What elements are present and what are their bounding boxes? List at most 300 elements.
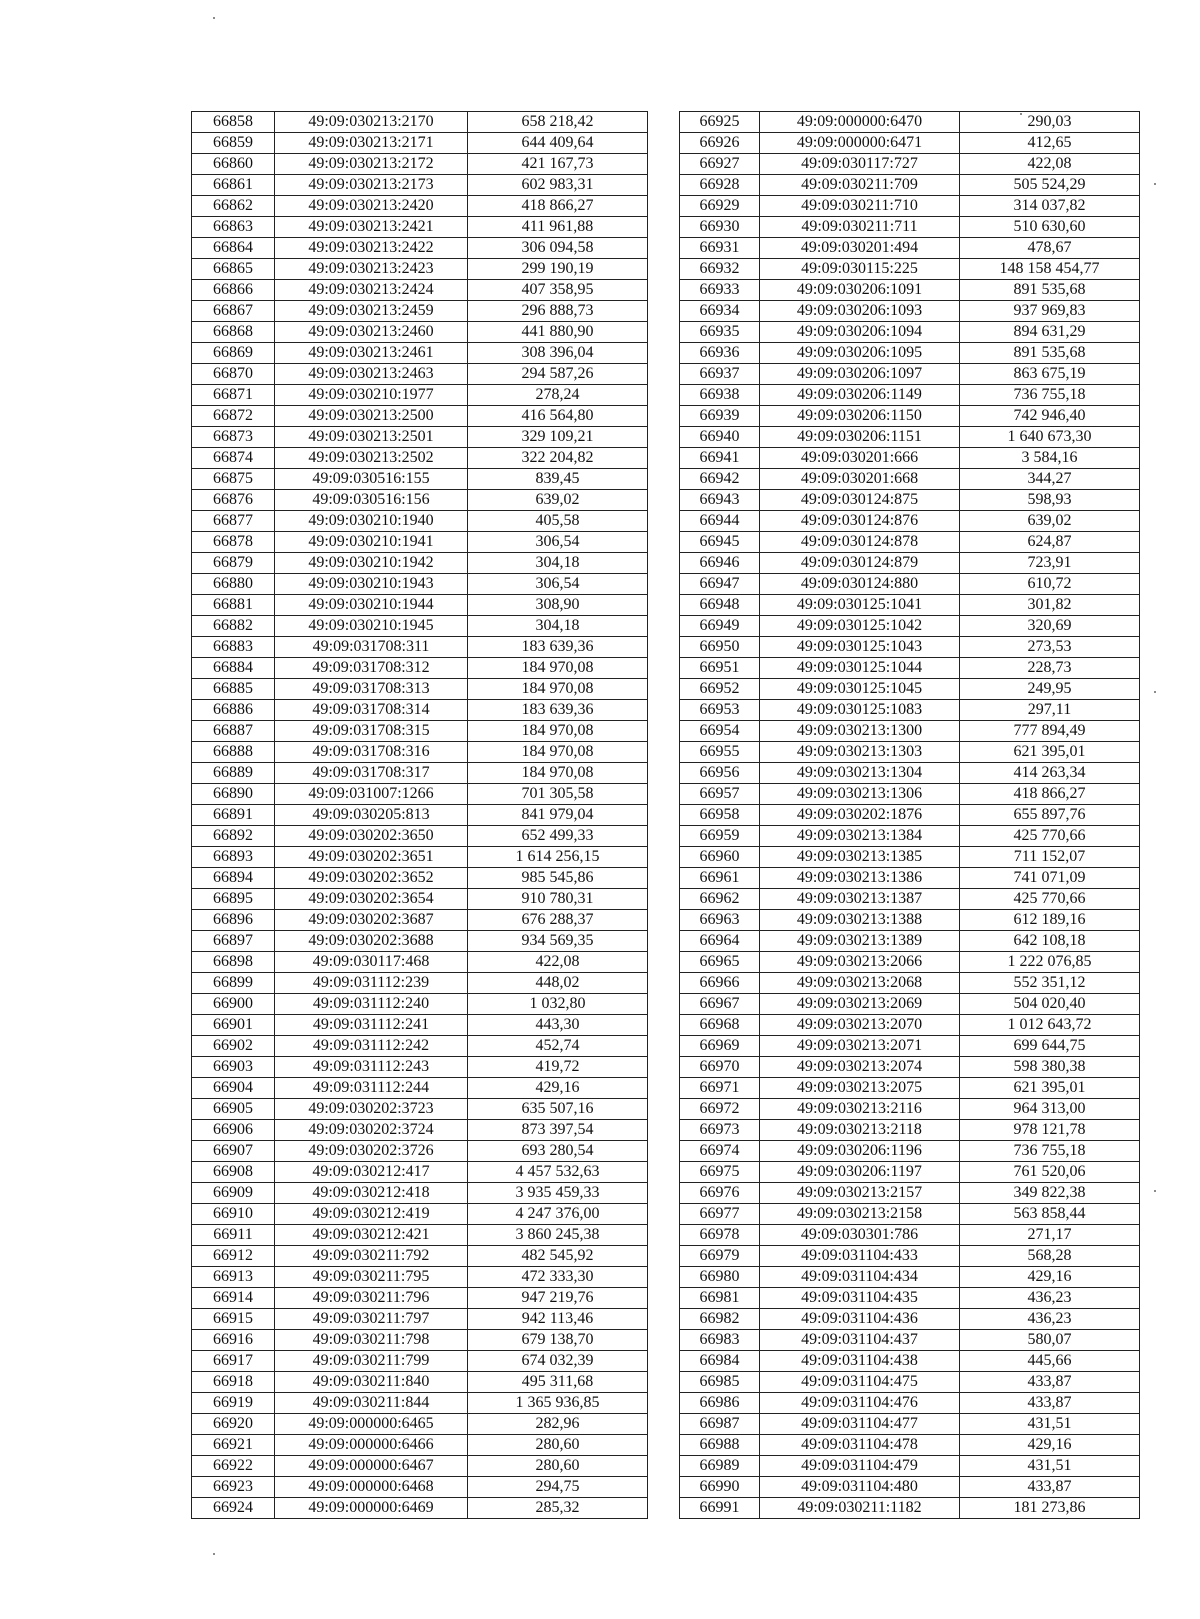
row-number-cell: 66962 xyxy=(680,889,760,910)
table-row xyxy=(680,1057,1140,1078)
value-cell: 644 409,64 xyxy=(468,133,648,154)
value-cell: 184 970,08 xyxy=(468,679,648,700)
row-number-cell: 66982 xyxy=(680,1309,760,1330)
cadastral-number-cell: 49:09:030213:1389 xyxy=(760,931,960,952)
row-number-cell: 66963 xyxy=(680,910,760,931)
table-row xyxy=(680,679,1140,700)
table-row xyxy=(680,931,1140,952)
cadastral-number-cell: 49:09:031112:241 xyxy=(275,1015,468,1036)
cadastral-number-cell: 49:09:030210:1940 xyxy=(275,511,468,532)
table-row xyxy=(192,721,648,742)
cadastral-number-cell: 49:09:030213:2173 xyxy=(275,175,468,196)
table-row xyxy=(192,154,648,175)
cadastral-number-cell: 49:09:030213:2500 xyxy=(275,406,468,427)
cadastral-number-cell: 49:09:030211:709 xyxy=(760,175,960,196)
table-row xyxy=(680,217,1140,238)
cadastral-number-cell: 49:09:030213:1304 xyxy=(760,763,960,784)
row-number-cell: 66865 xyxy=(192,259,275,280)
row-number-cell: 66889 xyxy=(192,763,275,784)
row-number-cell: 66881 xyxy=(192,595,275,616)
row-number-cell: 66868 xyxy=(192,322,275,343)
table-row xyxy=(192,1246,648,1267)
cadastral-number-cell: 49:09:030213:2424 xyxy=(275,280,468,301)
cadastral-number-cell: 49:09:030206:1149 xyxy=(760,385,960,406)
value-cell: 280,60 xyxy=(468,1456,648,1477)
table-row xyxy=(680,1498,1140,1519)
table-row xyxy=(192,637,648,658)
row-number-cell: 66893 xyxy=(192,847,275,868)
row-number-cell: 66875 xyxy=(192,469,275,490)
table-row xyxy=(680,1246,1140,1267)
table-row xyxy=(680,1414,1140,1435)
value-cell: 421 167,73 xyxy=(468,154,648,175)
cadastral-number-cell: 49:09:030213:2066 xyxy=(760,952,960,973)
row-number-cell: 66964 xyxy=(680,931,760,952)
row-number-cell: 66890 xyxy=(192,784,275,805)
row-number-cell: 66895 xyxy=(192,889,275,910)
value-cell: 184 970,08 xyxy=(468,658,648,679)
row-number-cell: 66888 xyxy=(192,742,275,763)
cadastral-number-cell: 49:09:030213:1385 xyxy=(760,847,960,868)
row-number-cell: 66980 xyxy=(680,1267,760,1288)
row-number-cell: 66990 xyxy=(680,1477,760,1498)
value-cell: 273,53 xyxy=(960,637,1140,658)
value-cell: 431,51 xyxy=(960,1456,1140,1477)
value-cell: 610,72 xyxy=(960,574,1140,595)
cadastral-number-cell: 49:09:030211:797 xyxy=(275,1309,468,1330)
row-number-cell: 66915 xyxy=(192,1309,275,1330)
cadastral-number-cell: 49:09:030206:1196 xyxy=(760,1141,960,1162)
row-number-cell: 66862 xyxy=(192,196,275,217)
row-number-cell: 66928 xyxy=(680,175,760,196)
table-row xyxy=(192,1141,648,1162)
value-cell: 433,87 xyxy=(960,1372,1140,1393)
table-row xyxy=(192,112,648,133)
table-row xyxy=(192,175,648,196)
table-row xyxy=(192,217,648,238)
cadastral-number-cell: 49:09:031007:1266 xyxy=(275,784,468,805)
row-number-cell: 66970 xyxy=(680,1057,760,1078)
row-number-cell: 66986 xyxy=(680,1393,760,1414)
cadastral-number-cell: 49:09:030213:1300 xyxy=(760,721,960,742)
cadastral-number-cell: 49:09:030124:879 xyxy=(760,553,960,574)
value-cell: 1 032,80 xyxy=(468,994,648,1015)
cadastral-number-cell: 49:09:000000:6467 xyxy=(275,1456,468,1477)
row-number-cell: 66951 xyxy=(680,658,760,679)
value-cell: 308 396,04 xyxy=(468,343,648,364)
row-number-cell: 66953 xyxy=(680,700,760,721)
value-cell: 639,02 xyxy=(960,511,1140,532)
table-row xyxy=(192,1078,648,1099)
cadastral-number-cell: 49:09:030213:2071 xyxy=(760,1036,960,1057)
row-number-cell: 66860 xyxy=(192,154,275,175)
row-number-cell: 66971 xyxy=(680,1078,760,1099)
table-row xyxy=(192,1477,648,1498)
row-number-cell: 66952 xyxy=(680,679,760,700)
row-number-cell: 66864 xyxy=(192,238,275,259)
table-row xyxy=(680,595,1140,616)
value-cell: 320,69 xyxy=(960,616,1140,637)
table-row xyxy=(192,616,648,637)
row-number-cell: 66988 xyxy=(680,1435,760,1456)
table-row xyxy=(192,1351,648,1372)
value-cell: 478,67 xyxy=(960,238,1140,259)
row-number-cell: 66985 xyxy=(680,1372,760,1393)
table-row xyxy=(192,1267,648,1288)
row-number-cell: 66923 xyxy=(192,1477,275,1498)
value-cell: 978 121,78 xyxy=(960,1120,1140,1141)
value-cell: 777 894,49 xyxy=(960,721,1140,742)
table-row xyxy=(192,1393,648,1414)
table-row xyxy=(192,658,648,679)
scan-speck xyxy=(1020,113,1022,115)
value-cell: 658 218,42 xyxy=(468,112,648,133)
row-number-cell: 66933 xyxy=(680,280,760,301)
value-cell: 429,16 xyxy=(468,1078,648,1099)
value-cell: 4 457 532,63 xyxy=(468,1162,648,1183)
table-row xyxy=(680,826,1140,847)
row-number-cell: 66894 xyxy=(192,868,275,889)
cadastral-number-cell: 49:09:030211:798 xyxy=(275,1330,468,1351)
table-row xyxy=(192,574,648,595)
table-row xyxy=(680,448,1140,469)
cadastral-number-cell: 49:09:030213:2069 xyxy=(760,994,960,1015)
row-number-cell: 66947 xyxy=(680,574,760,595)
value-cell: 621 395,01 xyxy=(960,1078,1140,1099)
value-cell: 294 587,26 xyxy=(468,364,648,385)
table-row xyxy=(680,805,1140,826)
row-number-cell: 66913 xyxy=(192,1267,275,1288)
table-row xyxy=(192,133,648,154)
row-number-cell: 66973 xyxy=(680,1120,760,1141)
row-number-cell: 66932 xyxy=(680,259,760,280)
table-row xyxy=(192,742,648,763)
table-row xyxy=(680,1183,1140,1204)
cadastral-number-cell: 49:09:030213:2074 xyxy=(760,1057,960,1078)
row-number-cell: 66869 xyxy=(192,343,275,364)
row-number-cell: 66903 xyxy=(192,1057,275,1078)
table-row xyxy=(680,721,1140,742)
cadastral-number-cell: 49:09:030213:1387 xyxy=(760,889,960,910)
table-row xyxy=(680,133,1140,154)
table-row xyxy=(192,889,648,910)
table-row xyxy=(680,1393,1140,1414)
row-number-cell: 66981 xyxy=(680,1288,760,1309)
row-number-cell: 66880 xyxy=(192,574,275,595)
cadastral-number-cell: 49:09:030206:1197 xyxy=(760,1162,960,1183)
cadastral-number-cell: 49:09:030213:2463 xyxy=(275,364,468,385)
cadastral-number-cell: 49:09:030212:421 xyxy=(275,1225,468,1246)
value-cell: 621 395,01 xyxy=(960,742,1140,763)
value-cell: 598,93 xyxy=(960,490,1140,511)
table-row xyxy=(680,343,1140,364)
row-number-cell: 66874 xyxy=(192,448,275,469)
value-cell: 294,75 xyxy=(468,1477,648,1498)
table-row xyxy=(680,889,1140,910)
row-number-cell: 66926 xyxy=(680,133,760,154)
row-number-cell: 66967 xyxy=(680,994,760,1015)
value-cell: 472 333,30 xyxy=(468,1267,648,1288)
cadastral-number-cell: 49:09:030213:1306 xyxy=(760,784,960,805)
cadastral-number-cell: 49:09:031104:480 xyxy=(760,1477,960,1498)
table-row xyxy=(192,280,648,301)
row-number-cell: 66914 xyxy=(192,1288,275,1309)
cadastral-number-cell: 49:09:031112:240 xyxy=(275,994,468,1015)
row-number-cell: 66896 xyxy=(192,910,275,931)
table-row xyxy=(680,385,1140,406)
table-row xyxy=(192,1204,648,1225)
cadastral-number-cell: 49:09:031708:313 xyxy=(275,679,468,700)
cadastral-number-cell: 49:09:000000:6471 xyxy=(760,133,960,154)
row-number-cell: 66887 xyxy=(192,721,275,742)
table-row xyxy=(192,1162,648,1183)
row-number-cell: 66867 xyxy=(192,301,275,322)
table-row xyxy=(680,973,1140,994)
row-number-cell: 66870 xyxy=(192,364,275,385)
row-number-cell: 66959 xyxy=(680,826,760,847)
cadastral-number-cell: 49:09:030202:3688 xyxy=(275,931,468,952)
value-cell: 436,23 xyxy=(960,1309,1140,1330)
row-number-cell: 66925 xyxy=(680,112,760,133)
cadastral-number-cell: 49:09:030210:1944 xyxy=(275,595,468,616)
cadastral-number-cell: 49:09:030124:875 xyxy=(760,490,960,511)
cadastral-number-cell: 49:09:031104:475 xyxy=(760,1372,960,1393)
table-row xyxy=(192,1456,648,1477)
table-row xyxy=(192,1120,648,1141)
cadastral-number-cell: 49:09:030213:1388 xyxy=(760,910,960,931)
cadastral-number-cell: 49:09:030211:840 xyxy=(275,1372,468,1393)
table-row xyxy=(680,1204,1140,1225)
value-cell: 433,87 xyxy=(960,1393,1140,1414)
cadastral-number-cell: 49:09:030125:1041 xyxy=(760,595,960,616)
table-row xyxy=(192,469,648,490)
table-row xyxy=(192,385,648,406)
row-number-cell: 66908 xyxy=(192,1162,275,1183)
value-cell: 4 247 376,00 xyxy=(468,1204,648,1225)
value-cell: 910 780,31 xyxy=(468,889,648,910)
cadastral-number-cell: 49:09:030117:727 xyxy=(760,154,960,175)
value-cell: 443,30 xyxy=(468,1015,648,1036)
value-cell: 407 358,95 xyxy=(468,280,648,301)
row-number-cell: 66950 xyxy=(680,637,760,658)
table-row xyxy=(192,1435,648,1456)
cadastral-number-cell: 49:09:030516:155 xyxy=(275,469,468,490)
row-number-cell: 66911 xyxy=(192,1225,275,1246)
cadastral-number-cell: 49:09:030211:792 xyxy=(275,1246,468,1267)
value-cell: 891 535,68 xyxy=(960,280,1140,301)
row-number-cell: 66969 xyxy=(680,1036,760,1057)
value-cell: 299 190,19 xyxy=(468,259,648,280)
value-cell: 568,28 xyxy=(960,1246,1140,1267)
value-cell: 183 639,36 xyxy=(468,637,648,658)
value-cell: 148 158 454,77 xyxy=(960,259,1140,280)
row-number-cell: 66975 xyxy=(680,1162,760,1183)
value-cell: 280,60 xyxy=(468,1435,648,1456)
row-number-cell: 66907 xyxy=(192,1141,275,1162)
value-cell: 552 351,12 xyxy=(960,973,1140,994)
table-row xyxy=(192,553,648,574)
cadastral-number-cell: 49:09:030210:1977 xyxy=(275,385,468,406)
table-row xyxy=(192,1498,648,1519)
cadastral-number-cell: 49:09:000000:6466 xyxy=(275,1435,468,1456)
cadastral-number-cell: 49:09:031104:477 xyxy=(760,1414,960,1435)
cadastral-number-cell: 49:09:030212:419 xyxy=(275,1204,468,1225)
cadastral-number-cell: 49:09:030201:494 xyxy=(760,238,960,259)
row-number-cell: 66900 xyxy=(192,994,275,1015)
row-number-cell: 66916 xyxy=(192,1330,275,1351)
row-number-cell: 66942 xyxy=(680,469,760,490)
value-cell: 282,96 xyxy=(468,1414,648,1435)
row-number-cell: 66976 xyxy=(680,1183,760,1204)
cadastral-number-cell: 49:09:030211:796 xyxy=(275,1288,468,1309)
row-number-cell: 66922 xyxy=(192,1456,275,1477)
cadastral-number-cell: 49:09:030213:2068 xyxy=(760,973,960,994)
table-row xyxy=(192,1288,648,1309)
value-cell: 181 273,86 xyxy=(960,1498,1140,1519)
table-row xyxy=(680,1309,1140,1330)
table-row xyxy=(192,1015,648,1036)
cadastral-number-cell: 49:09:030301:786 xyxy=(760,1225,960,1246)
value-cell: 894 631,29 xyxy=(960,322,1140,343)
value-cell: 445,66 xyxy=(960,1351,1140,1372)
value-cell: 297,11 xyxy=(960,700,1140,721)
cadastral-number-cell: 49:09:031104:479 xyxy=(760,1456,960,1477)
row-number-cell: 66892 xyxy=(192,826,275,847)
value-cell: 278,24 xyxy=(468,385,648,406)
value-cell: 482 545,92 xyxy=(468,1246,648,1267)
value-cell: 495 311,68 xyxy=(468,1372,648,1393)
table-row xyxy=(192,973,648,994)
cadastral-number-cell: 49:09:030206:1151 xyxy=(760,427,960,448)
cadastral-number-cell: 49:09:030213:1386 xyxy=(760,868,960,889)
table-row xyxy=(680,259,1140,280)
cadastral-number-cell: 49:09:031708:316 xyxy=(275,742,468,763)
table-row xyxy=(680,322,1140,343)
value-cell: 863 675,19 xyxy=(960,364,1140,385)
row-number-cell: 66943 xyxy=(680,490,760,511)
row-number-cell: 66920 xyxy=(192,1414,275,1435)
value-cell: 411 961,88 xyxy=(468,217,648,238)
value-cell: 425 770,66 xyxy=(960,889,1140,910)
table-row xyxy=(680,763,1140,784)
value-cell: 1 365 936,85 xyxy=(468,1393,648,1414)
table-row xyxy=(192,322,648,343)
value-cell: 304,18 xyxy=(468,616,648,637)
table-row xyxy=(192,238,648,259)
table-row xyxy=(680,1267,1140,1288)
cadastral-number-cell: 49:09:030206:1093 xyxy=(760,301,960,322)
value-cell: 405,58 xyxy=(468,511,648,532)
value-cell: 419,72 xyxy=(468,1057,648,1078)
value-cell: 891 535,68 xyxy=(960,343,1140,364)
row-number-cell: 66931 xyxy=(680,238,760,259)
value-cell: 652 499,33 xyxy=(468,826,648,847)
value-cell: 431,51 xyxy=(960,1414,1140,1435)
value-cell: 429,16 xyxy=(960,1435,1140,1456)
table-row xyxy=(192,910,648,931)
table-row xyxy=(192,763,648,784)
value-cell: 642 108,18 xyxy=(960,931,1140,952)
value-cell: 602 983,31 xyxy=(468,175,648,196)
value-cell: 418 866,27 xyxy=(468,196,648,217)
value-cell: 841 979,04 xyxy=(468,805,648,826)
row-number-cell: 66905 xyxy=(192,1099,275,1120)
row-number-cell: 66955 xyxy=(680,742,760,763)
value-cell: 441 880,90 xyxy=(468,322,648,343)
value-cell: 873 397,54 xyxy=(468,1120,648,1141)
row-number-cell: 66919 xyxy=(192,1393,275,1414)
row-number-cell: 66983 xyxy=(680,1330,760,1351)
table-row xyxy=(680,910,1140,931)
cadastral-number-cell: 49:09:030211:844 xyxy=(275,1393,468,1414)
value-cell: 510 630,60 xyxy=(960,217,1140,238)
value-cell: 184 970,08 xyxy=(468,763,648,784)
cadastral-number-cell: 49:09:031708:311 xyxy=(275,637,468,658)
value-cell: 3 935 459,33 xyxy=(468,1183,648,1204)
cadastral-number-cell: 49:09:031112:243 xyxy=(275,1057,468,1078)
table-row xyxy=(680,952,1140,973)
table-row xyxy=(680,1099,1140,1120)
value-cell: 947 219,76 xyxy=(468,1288,648,1309)
value-cell: 249,95 xyxy=(960,679,1140,700)
row-number-cell: 66940 xyxy=(680,427,760,448)
row-number-cell: 66909 xyxy=(192,1183,275,1204)
value-cell: 1 640 673,30 xyxy=(960,427,1140,448)
value-cell: 433,87 xyxy=(960,1477,1140,1498)
value-cell: 942 113,46 xyxy=(468,1309,648,1330)
value-cell: 723,91 xyxy=(960,553,1140,574)
table-row xyxy=(192,931,648,952)
table-row xyxy=(680,406,1140,427)
cadastral-number-cell: 49:09:031104:478 xyxy=(760,1435,960,1456)
cadastral-number-cell: 49:09:030124:880 xyxy=(760,574,960,595)
cadastral-number-cell: 49:09:030125:1042 xyxy=(760,616,960,637)
row-number-cell: 66899 xyxy=(192,973,275,994)
row-number-cell: 66879 xyxy=(192,553,275,574)
table-row xyxy=(192,952,648,973)
value-cell: 308,90 xyxy=(468,595,648,616)
row-number-cell: 66936 xyxy=(680,343,760,364)
row-number-cell: 66948 xyxy=(680,595,760,616)
value-cell: 964 313,00 xyxy=(960,1099,1140,1120)
cadastral-number-cell: 49:09:030213:2420 xyxy=(275,196,468,217)
row-number-cell: 66958 xyxy=(680,805,760,826)
table-row xyxy=(192,1372,648,1393)
cadastral-number-cell: 49:09:030213:2157 xyxy=(760,1183,960,1204)
table-row xyxy=(192,595,648,616)
right-table xyxy=(679,111,1140,1519)
table-row xyxy=(680,301,1140,322)
table-row xyxy=(192,490,648,511)
cadastral-number-cell: 49:09:030213:2461 xyxy=(275,343,468,364)
cadastral-number-cell: 49:09:030202:3652 xyxy=(275,868,468,889)
row-number-cell: 66901 xyxy=(192,1015,275,1036)
value-cell: 736 755,18 xyxy=(960,385,1140,406)
cadastral-number-cell: 49:09:030213:2170 xyxy=(275,112,468,133)
table-row xyxy=(680,1372,1140,1393)
row-number-cell: 66921 xyxy=(192,1435,275,1456)
row-number-cell: 66866 xyxy=(192,280,275,301)
cadastral-number-cell: 49:09:030206:1095 xyxy=(760,343,960,364)
cadastral-number-cell: 49:09:030211:711 xyxy=(760,217,960,238)
cadastral-number-cell: 49:09:031104:438 xyxy=(760,1351,960,1372)
table-row xyxy=(680,1351,1140,1372)
cadastral-number-cell: 49:09:030125:1044 xyxy=(760,658,960,679)
table-row xyxy=(680,112,1140,133)
row-number-cell: 66978 xyxy=(680,1225,760,1246)
cadastral-number-cell: 49:09:030205:813 xyxy=(275,805,468,826)
table-row xyxy=(192,1414,648,1435)
